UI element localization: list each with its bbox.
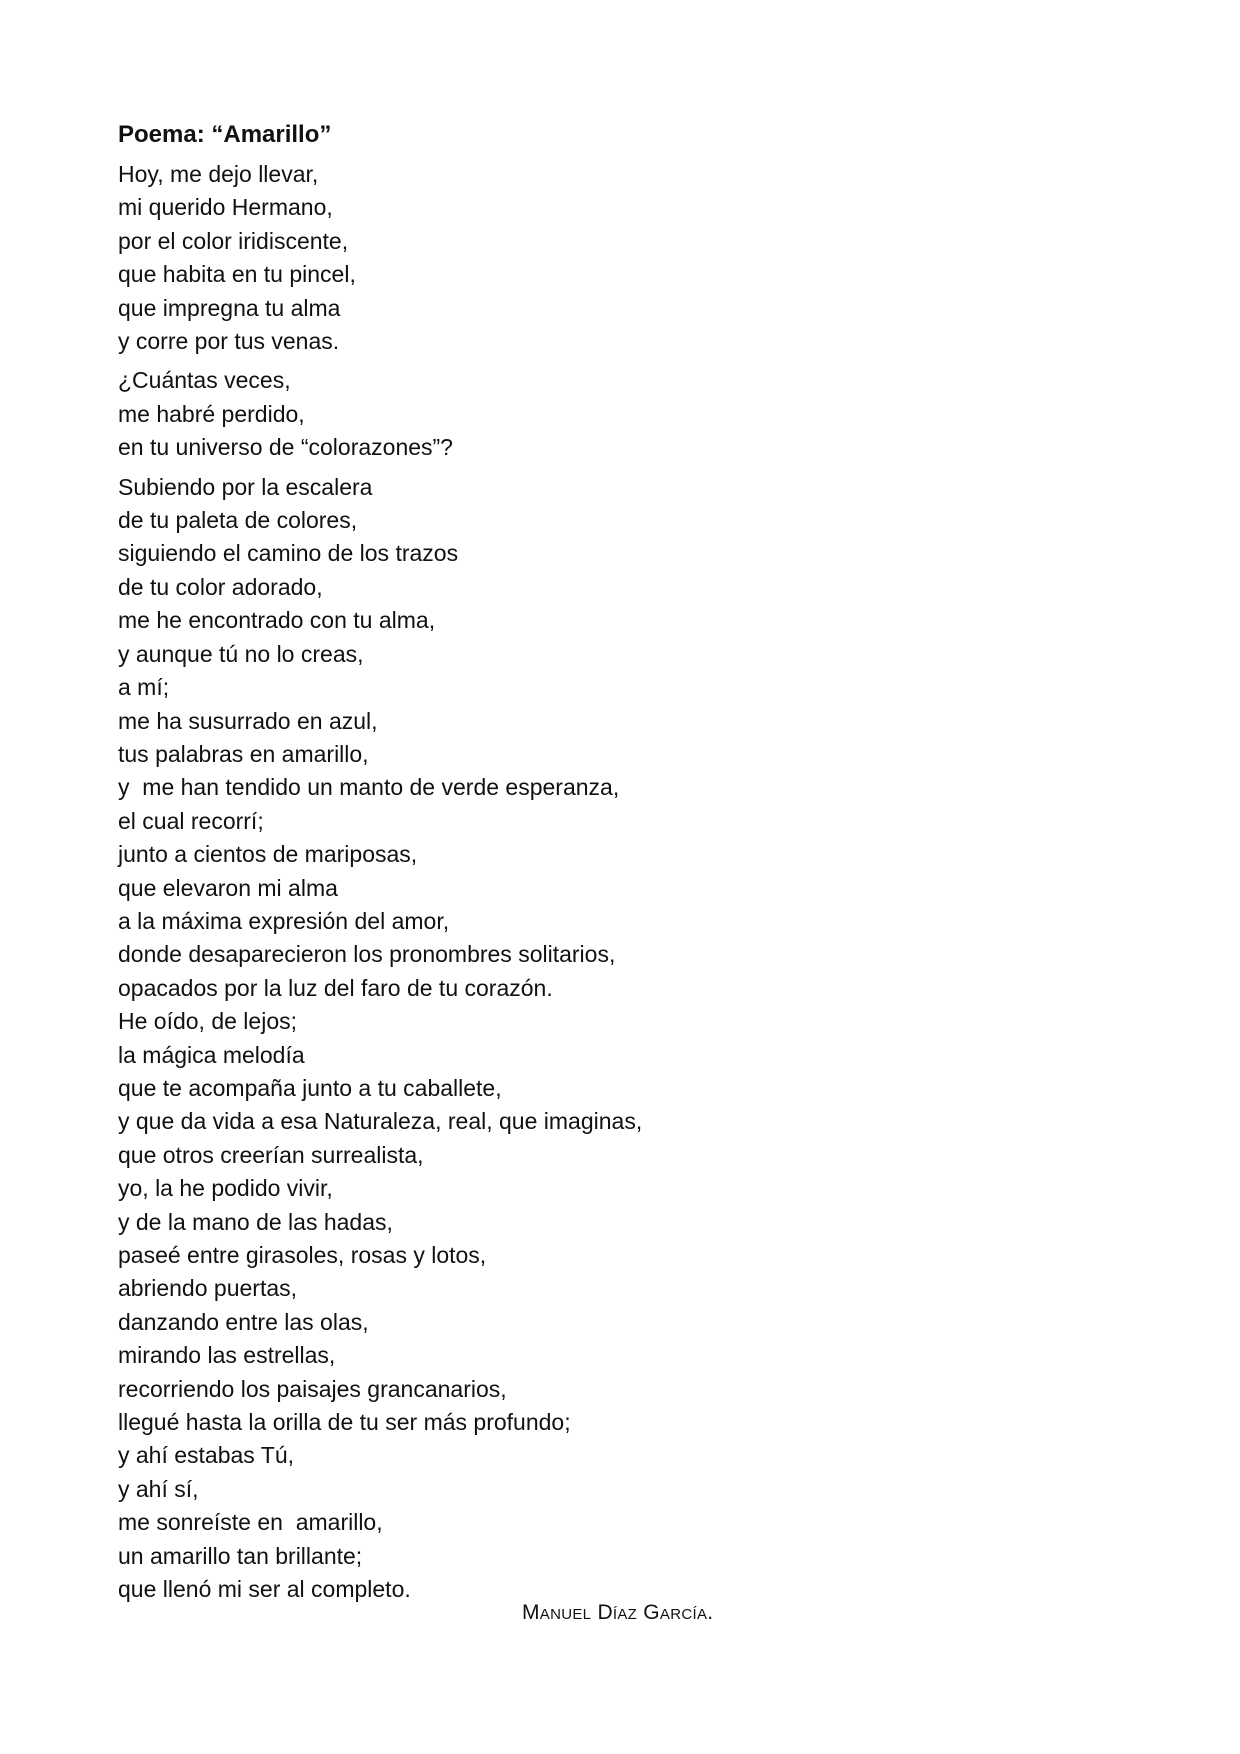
poem-line: paseé entre girasoles, rosas y lotos, [118,1242,487,1268]
poem-line: que impregna tu alma [118,294,341,321]
poem-line: siguiendo el camino de los trazos [118,540,459,567]
poem-line: opacados por la luz del faro de tu corazón. [118,974,553,1001]
poem-line: y me han tendido un manto de verde esperanza, [118,774,620,801]
poem-line: ¿Cuántas veces, [118,367,291,394]
poem-line: en tu universo de “colorazones”? [118,434,453,461]
poem-line: por el color iridiscente, [118,227,349,254]
poem-line: donde desaparecieron los pronombres solitarios, [118,941,616,968]
poem-line: que habita en tu pincel, [118,261,356,288]
poem-line: mirando las estrellas, [118,1342,336,1369]
poem-line: que te acompaña junto a tu caballete, [118,1074,502,1101]
poem-line: y de la mano de las hadas, [118,1208,393,1235]
poem-body [118,118,878,1612]
author-signature: Manuel Díaz García. [522,1601,714,1624]
poem-line: a la máxima expresión del amor, [118,907,450,934]
poem-line: de tu color adorado, [118,573,323,600]
poem-line: me he encontrado con tu alma, [118,607,436,634]
poem-line: Subiendo por la escalera [118,473,373,500]
poem-line: mi querido Hermano, [118,194,333,221]
poem-line: me ha susurrado en azul, [118,707,378,734]
poem-line: y corre por tus venas. [118,328,340,355]
poem-line: Hoy, me dejo llevar, [118,161,319,187]
poem-line: recorriendo los paisajes grancanarios, [118,1375,507,1402]
poem-line: la mágica melodía [118,1041,305,1068]
poem-title: Poema: “Amarillo” [118,121,332,148]
poem-line: que otros creerían surrealista, [118,1141,424,1168]
poem-line: que llenó mi ser al completo. [118,1576,411,1603]
stanza [118,158,878,358]
poem-line: me habré perdido, [118,400,305,427]
poem-line: me sonreíste en amarillo, [118,1509,383,1536]
poem-line: y ahí sí, [118,1475,199,1502]
poem-line: junto a cientos de mariposas, [118,841,418,868]
poem-stanzas [118,158,878,1606]
poem-line: tus palabras en amarillo, [118,740,369,767]
poem-line: un amarillo tan brillante; [118,1542,363,1569]
poem-line: danzando entre las olas, [118,1308,369,1335]
poem-line: He oído, de lejos; [118,1008,298,1035]
poem-line: a mí; [118,674,170,701]
poem-line: yo, la he podido vivir, [118,1175,333,1202]
poem-line: llegué hasta la orilla de tu ser más profundo; [118,1409,571,1436]
stanza [118,364,878,464]
poem-line: el cual recorrí; [118,807,264,834]
poem-line: abriendo puertas, [118,1275,298,1302]
poem-line: y que da vida a esa Naturaleza, real, que imaginas, [118,1108,643,1135]
poem-line: de tu paleta de colores, [118,507,358,534]
poem-line: y aunque tú no lo creas, [118,640,364,667]
poem-line: y ahí estabas Tú, [118,1442,295,1469]
stanza [118,471,878,1607]
poem-line: que elevaron mi alma [118,874,338,901]
